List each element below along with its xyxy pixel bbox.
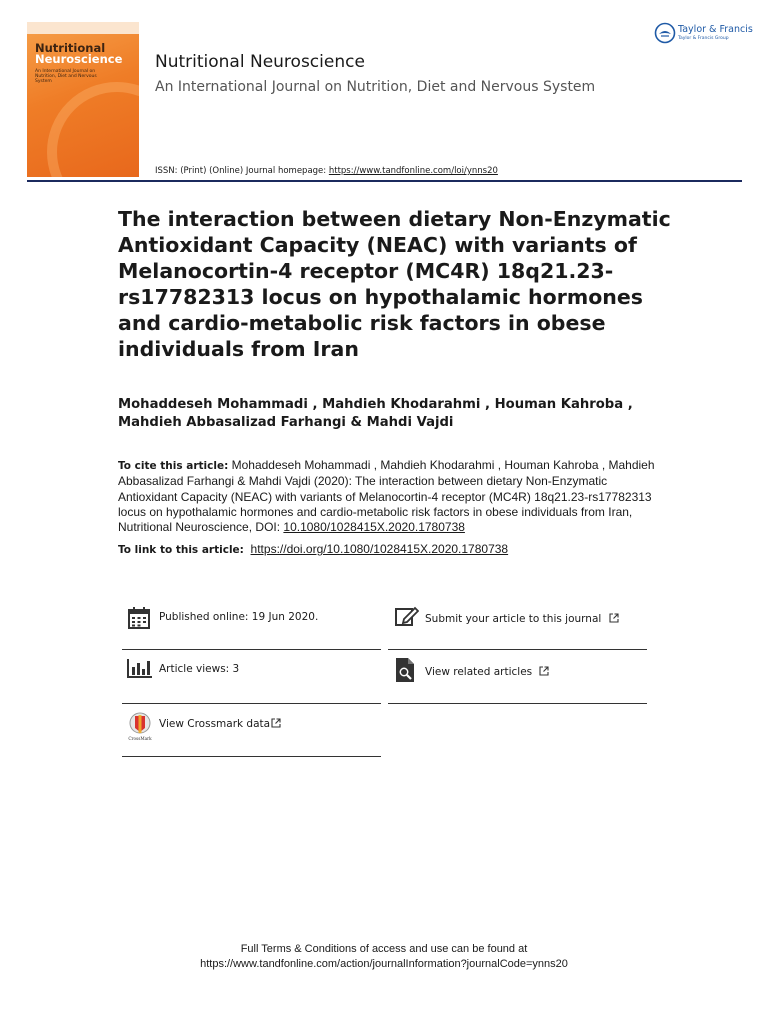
document-search-icon: [395, 657, 415, 683]
header-divider: [27, 180, 742, 182]
crossmark-icon: [126, 711, 154, 741]
link-label: To link to this article:: [118, 544, 244, 556]
article-views: Article views: 3: [159, 663, 240, 675]
doi-link[interactable]: 10.1080/1028415X.2020.1780738: [283, 520, 465, 535]
journal-homepage-link[interactable]: https://www.tandfonline.com/loi/ynns20: [328, 166, 498, 176]
edit-icon: [395, 605, 419, 627]
meta-divider: [122, 756, 381, 757]
journal-cover-image: [27, 22, 139, 177]
cover-title-line2: Neuroscience: [35, 52, 123, 66]
footer-terms-link[interactable]: https://www.tandfonline.com/action/journalInformation?journalCode=ynns20: [200, 958, 568, 970]
footer-terms: [0, 942, 768, 972]
crossmark-label: View Crossmark data: [159, 718, 271, 730]
citation-block: [118, 458, 658, 535]
external-link-icon: [539, 666, 549, 676]
cite-label: To cite this article:: [118, 460, 229, 472]
publisher-brand: Taylor & Francis: [678, 24, 753, 35]
issn-label: ISSN: (Print) (Online) Journal homepage:: [155, 166, 327, 176]
external-link-icon: [609, 613, 619, 623]
cover-subtitle: An International Journal on Nutrition, Diet and Nervous System: [35, 69, 97, 84]
bar-chart-icon: [127, 658, 153, 678]
cover-title-line1: Nutritional: [35, 41, 106, 55]
meta-divider: [122, 703, 381, 704]
crossmark-badge-label: CrossMark: [128, 736, 152, 741]
external-link-icon: [271, 718, 281, 728]
publisher-logo: [654, 22, 754, 46]
cover-top-strip: [27, 22, 139, 34]
footer-line1: Full Terms & Conditions of access and use can be found at: [240, 943, 528, 955]
issn-line: [155, 166, 498, 176]
meta-divider: [388, 649, 647, 650]
cover-decoration: [47, 82, 139, 177]
submit-article-label: Submit your article to this journal: [425, 613, 602, 625]
cover-title: [35, 43, 135, 65]
meta-divider: [122, 649, 381, 650]
meta-divider: [388, 703, 647, 704]
journal-title: Nutritional Neuroscience: [155, 52, 365, 72]
published-date: Published online: 19 Jun 2020.: [159, 611, 319, 623]
article-authors: Mohaddeseh Mohammadi , Mahdieh Khodarahmi , Houman Kahroba , Mahdieh Abbasalizad Farhangi & Mahdi Vajdi: [118, 397, 633, 430]
calendar-icon: [127, 606, 151, 630]
taylor-francis-icon: [654, 22, 676, 44]
article-title: The interaction between dietary Non-Enzymatic Antioxidant Capacity (NEAC) with variants of Melanocortin-4 receptor (MC4R) 18q21.23-rs17782313 locus on hypothalamic hormones and cardio-metabolic risk factors in obese individuals from Iran: [118, 207, 671, 361]
journal-subtitle: An International Journal on Nutrition, Diet and Nervous System: [155, 79, 596, 95]
article-url-link[interactable]: https://doi.org/10.1080/1028415X.2020.1780738: [250, 542, 509, 556]
crossmark-link[interactable]: [159, 718, 281, 730]
cite-text: Mohaddeseh Mohammadi , Mahdieh Khodarahmi , Houman Kahroba , Mahdieh Abbasalizad Farhangi & Mahdi Vajdi (2020): The interaction between dietary Non-Enzymatic Antioxidant Capacity (NEAC) with variants of Melanocortin-4 receptor (MC4R) 18q21.23-rs17782313 locus on hypothalamic hormones and cardio-metabolic risk factors in obese individuals from Iran, Nutritional Neuroscience, DOI:: [118, 458, 655, 535]
related-articles-label: View related articles: [425, 666, 533, 678]
article-link-line: [118, 542, 678, 558]
submit-article-link[interactable]: [425, 613, 619, 625]
publisher-group: Taylor & Francis Group: [678, 36, 729, 41]
related-articles-link[interactable]: [425, 666, 549, 678]
